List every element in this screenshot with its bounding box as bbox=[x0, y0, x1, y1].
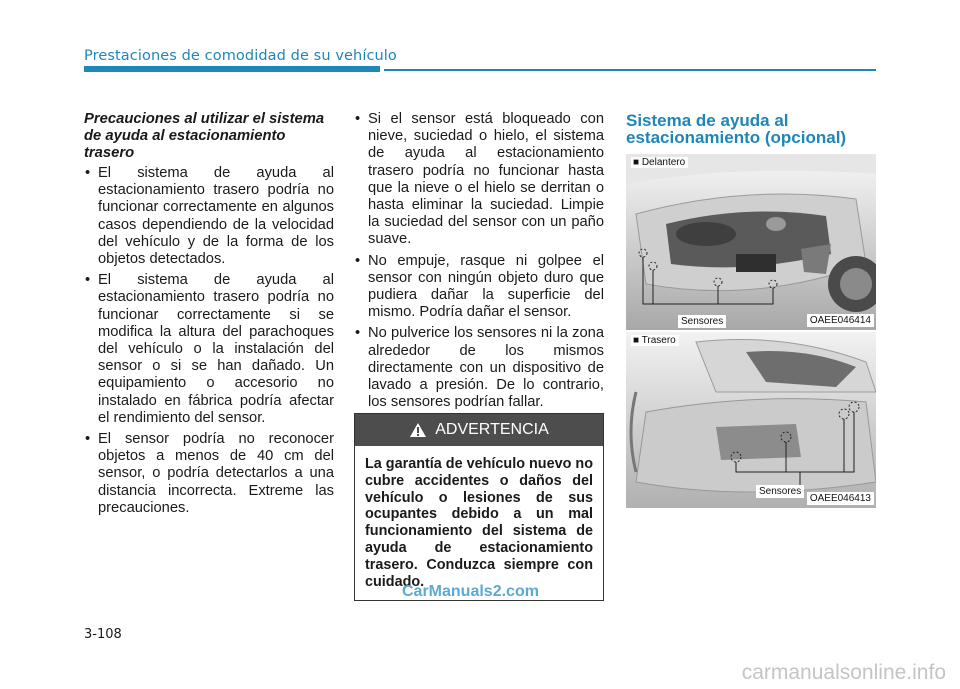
header-rule-thick bbox=[84, 66, 380, 72]
warning-text: La garantía de vehículo nuevo no cubre accidentes o daños del vehículo o lesiones de sus ocupantes debido a un mal funcionamiento del sistema de ayuda de estacionamiento trasero. Conduzca siempre con cuidado. bbox=[365, 456, 593, 590]
rear-bumper-illustration bbox=[626, 332, 876, 508]
front-sensor-figure bbox=[626, 154, 876, 330]
sensor-label: Sensores bbox=[756, 485, 804, 498]
list-item: • El sensor podría no reconocer objetos a menos de 40 cm del sensor, o podría detectarlos a una distancia incorrecta. Extreme las precauciones. bbox=[84, 431, 334, 517]
front-bumper-illustration bbox=[626, 154, 876, 330]
list-item: • Si el sensor está bloqueado con nieve, suciedad o hielo, el sistema de ayuda al estacionamiento trasero podría no funcionar hasta que la nieve o el hielo se derritan o hasta eliminar la suciedad. Limpie la suciedad del sensor con un paño suave. bbox=[354, 111, 604, 249]
warning-triangle-icon bbox=[409, 422, 427, 438]
middle-column bbox=[354, 111, 604, 415]
warning-box bbox=[354, 413, 604, 601]
figure-label: ■ Trasero bbox=[631, 335, 679, 346]
figure-code: OAEE046414 bbox=[807, 314, 874, 327]
header-rule-thin bbox=[384, 69, 876, 71]
section-heading: Sistema de ayuda al estacionamiento (opcional) bbox=[626, 111, 847, 147]
figure-label: ■ Delantero bbox=[631, 157, 688, 168]
footer-brand-link[interactable]: carmanualsonline.info bbox=[741, 661, 946, 684]
warning-header bbox=[355, 414, 603, 446]
middle-bullet-list bbox=[354, 111, 604, 411]
sensor-label: Sensores bbox=[678, 315, 726, 328]
rear-sensor-figure bbox=[626, 332, 876, 508]
watermark-link[interactable]: CarManuals2.com bbox=[402, 583, 539, 600]
page-number: 3-108 bbox=[84, 627, 122, 642]
section-title: Precauciones al utilizar el sistema de ayuda al estacionamiento trasero bbox=[84, 111, 325, 161]
header-title: Prestaciones de comodidad de su vehículo bbox=[84, 48, 397, 64]
figure-code: OAEE046413 bbox=[807, 492, 874, 505]
left-bullet-list bbox=[84, 165, 334, 517]
list-item: • No empuje, rasque ni golpee el sensor con ningún objeto duro que pudiera dañar la superficie del mismo. Podría dañar el sensor. bbox=[354, 253, 604, 322]
list-item: • No pulverice los sensores ni la zona alrededor de los mismos directamente con un dispositivo de lavado a presión. De lo contrario, los sensores podrían fallar. bbox=[354, 325, 604, 411]
left-column bbox=[84, 111, 334, 521]
list-item: • El sistema de ayuda al estacionamiento trasero podría no funcionar correctamente si se modifica la altura del parachoques del vehículo o la instalación del sensor o si se han dañado. Un equipamiento o accesorio no instalado en fábrica podría afectar el rendimiento del sensor. bbox=[84, 272, 334, 427]
list-item: • El sistema de ayuda al estacionamiento trasero podría no funcionar correctamente en algunos casos dependiendo de la velocidad del vehículo y de la forma de los objetos detectados. bbox=[84, 165, 334, 268]
warning-heading: ADVERTENCIA bbox=[435, 421, 549, 438]
